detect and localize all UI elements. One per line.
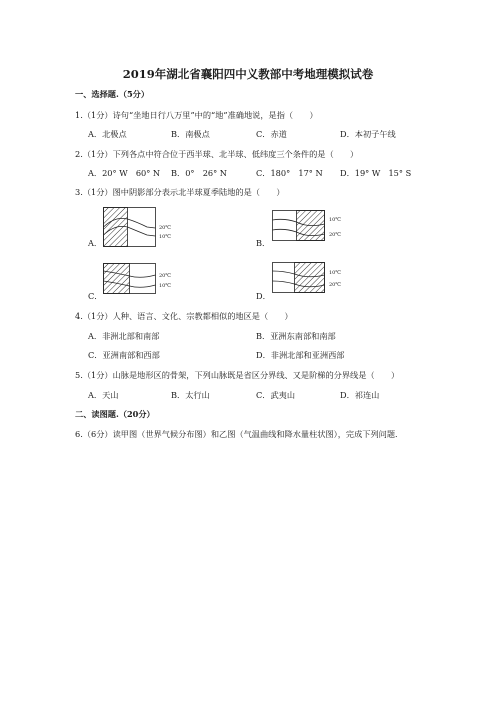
- q5-option-d[interactable]: D．祁连山: [340, 390, 380, 400]
- q3-map-a: [103, 207, 183, 247]
- question-5-stem: 5.（1分）山脉是地形区的骨架，下列山脉既是省区分界线、又是阶梯的分界线是（ ）: [75, 370, 400, 380]
- q4-option-a[interactable]: A．非洲北部和南部: [88, 331, 160, 341]
- q2-option-a[interactable]: A．20° W 60° N: [88, 168, 161, 178]
- question-2-stem: 2.（1分）下列各点中符合位于西半球、北半球、低纬度三个条件的是（ ）: [75, 149, 359, 159]
- question-1-stem: 1.（1分）诗句“坐地日行八万里”中的“地”准确地说，是指（ ）: [75, 110, 318, 120]
- q3-map-d-upper-label: 10℃: [329, 270, 341, 276]
- q1-option-a[interactable]: A．北极点: [88, 129, 127, 139]
- page-title: 2019年湖北省襄阳四中义教部中考地理模拟试卷: [122, 67, 374, 81]
- q1-option-c[interactable]: C．赤道: [256, 129, 287, 139]
- q4-option-b[interactable]: B．亚洲东南部和南部: [256, 331, 336, 341]
- section-heading-map-reading: 二、读图题.（20分）: [75, 409, 155, 419]
- question-6-stem: 6.（6分）读甲图（世界气候分布图）和乙图（气温曲线和降水量柱状图），完成下列问题．: [75, 429, 404, 439]
- q3-map-c-lower-label: 10℃: [159, 283, 171, 289]
- q3-map-c-upper-label: 20℃: [159, 273, 171, 279]
- q5-option-b[interactable]: B．太行山: [171, 390, 210, 400]
- q3-map-b-lower-label: 20℃: [329, 232, 341, 238]
- q4-option-d[interactable]: D．非洲北部和亚洲西部: [256, 350, 345, 360]
- q3-map-b: [272, 210, 352, 250]
- q3-map-d: [272, 262, 352, 302]
- question-4-stem: 4.（1分）人种、语言、文化、宗教都相似的地区是（ ）: [75, 311, 293, 321]
- q1-option-b[interactable]: B．南极点: [171, 129, 210, 139]
- q2-option-d[interactable]: D．19° W 15° S: [340, 168, 412, 178]
- q2-option-c[interactable]: C．180° 17° N: [256, 168, 323, 178]
- q5-option-a[interactable]: A．天山: [88, 390, 119, 400]
- q3-map-b-upper-label: 10℃: [329, 217, 341, 223]
- q3-option-c[interactable]: C．: [88, 291, 103, 301]
- q4-option-c[interactable]: C．亚洲南部和西部: [88, 350, 160, 360]
- q3-option-d[interactable]: D．: [256, 291, 271, 301]
- q3-map-d-lower-label: 20℃: [329, 282, 341, 288]
- q3-map-a-lower-label: 10℃: [159, 234, 171, 240]
- section-heading-choice: 一、选择题.（5分）: [75, 89, 150, 99]
- q2-option-b[interactable]: B．0° 26° N: [171, 168, 227, 178]
- q3-option-a[interactable]: A．: [88, 238, 103, 248]
- q3-map-c: [103, 263, 183, 303]
- question-3-stem: 3.（1分）图中阴影部分表示北半球夏季陆地的是（ ）: [75, 187, 285, 197]
- q5-option-c[interactable]: C．武夷山: [256, 390, 296, 400]
- q3-map-a-upper-label: 20℃: [159, 225, 171, 231]
- q3-option-b[interactable]: B．: [256, 238, 271, 248]
- q1-option-d[interactable]: D．本初子午线: [340, 129, 396, 139]
